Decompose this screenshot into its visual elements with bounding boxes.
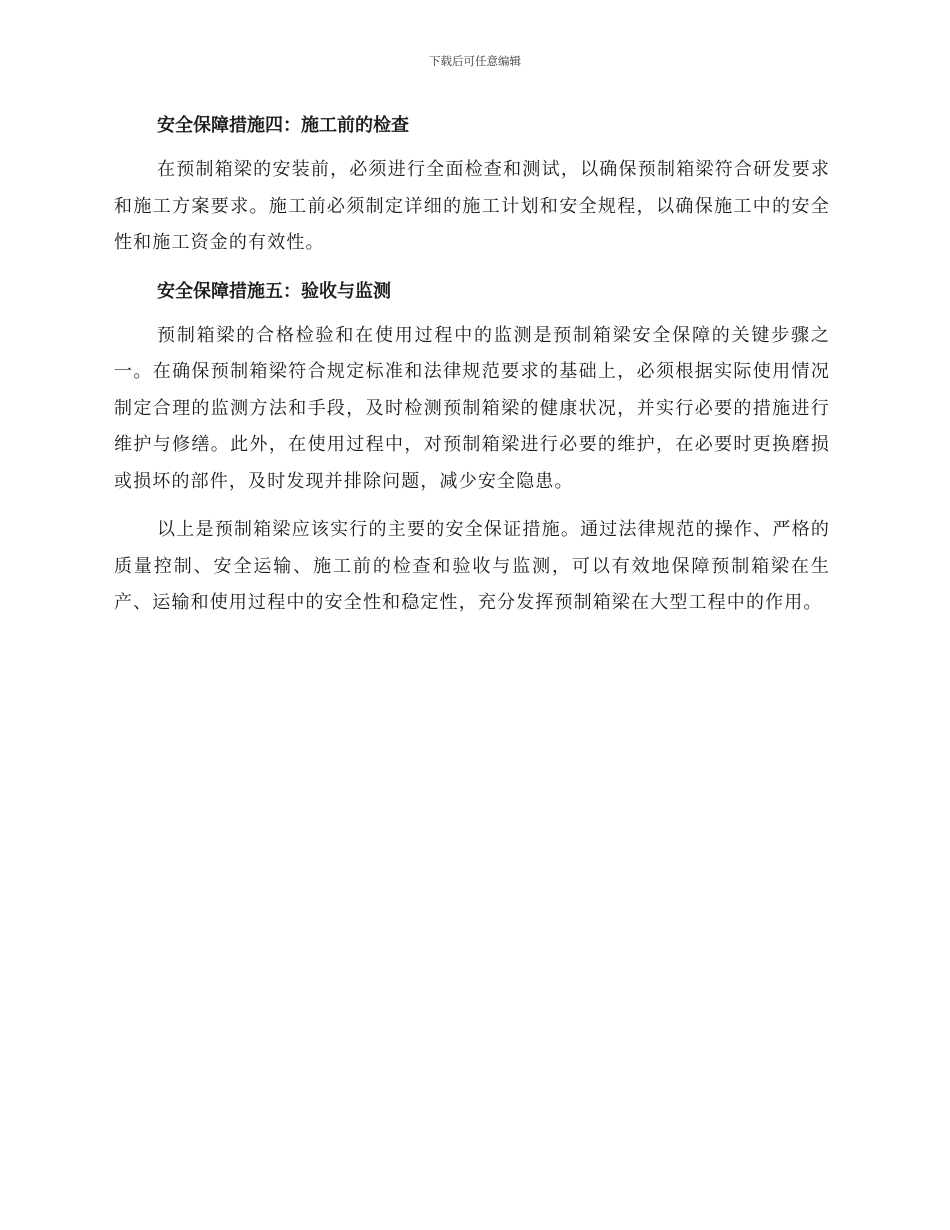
section-heading-acceptance: 安全保障措施五：验收与监测 <box>157 280 391 302</box>
section-paragraph-inspection: 在预制箱梁的安装前，必须进行全面检查和测试，以确保预制箱梁符合研发要求和施工方案要求。施工前必须制定详细的施工计划和安全规程，以确保施工中的安全性和施工资金的有效性。 <box>114 159 830 253</box>
conclusion-paragraph: 以上是预制箱梁应该实行的主要的安全保证措施。通过法律规范的操作、严格的质量控制、安全运输、施工前的检查和验收与监测，可以有效地保障预制箱梁在生产、运输和使用过程中的安全性和稳定性，充分发挥预制箱梁在大型工程中的作用。 <box>114 519 830 613</box>
section-paragraph-acceptance: 预制箱梁的合格检验和在使用过程中的监测是预制箱梁安全保障的关键步骤之一。在确保预制箱梁符合规定标准和法律规范要求的基础上，必须根据实际使用情况制定合理的监测方法和手段，及时检测预制箱梁的健康状况，并实行必要的措施进行维护与修缮。此外，在使用过程中，对预制箱梁进行必要的维护，在必要时更换磨损或损坏的部件，及时发现并排除问题，减少安全隐患。 <box>114 324 830 492</box>
section-heading-inspection: 安全保障措施四：施工前的检查 <box>157 115 409 136</box>
page-header: 下载后可任意编辑 <box>429 54 521 68</box>
document-body <box>114 108 830 634</box>
